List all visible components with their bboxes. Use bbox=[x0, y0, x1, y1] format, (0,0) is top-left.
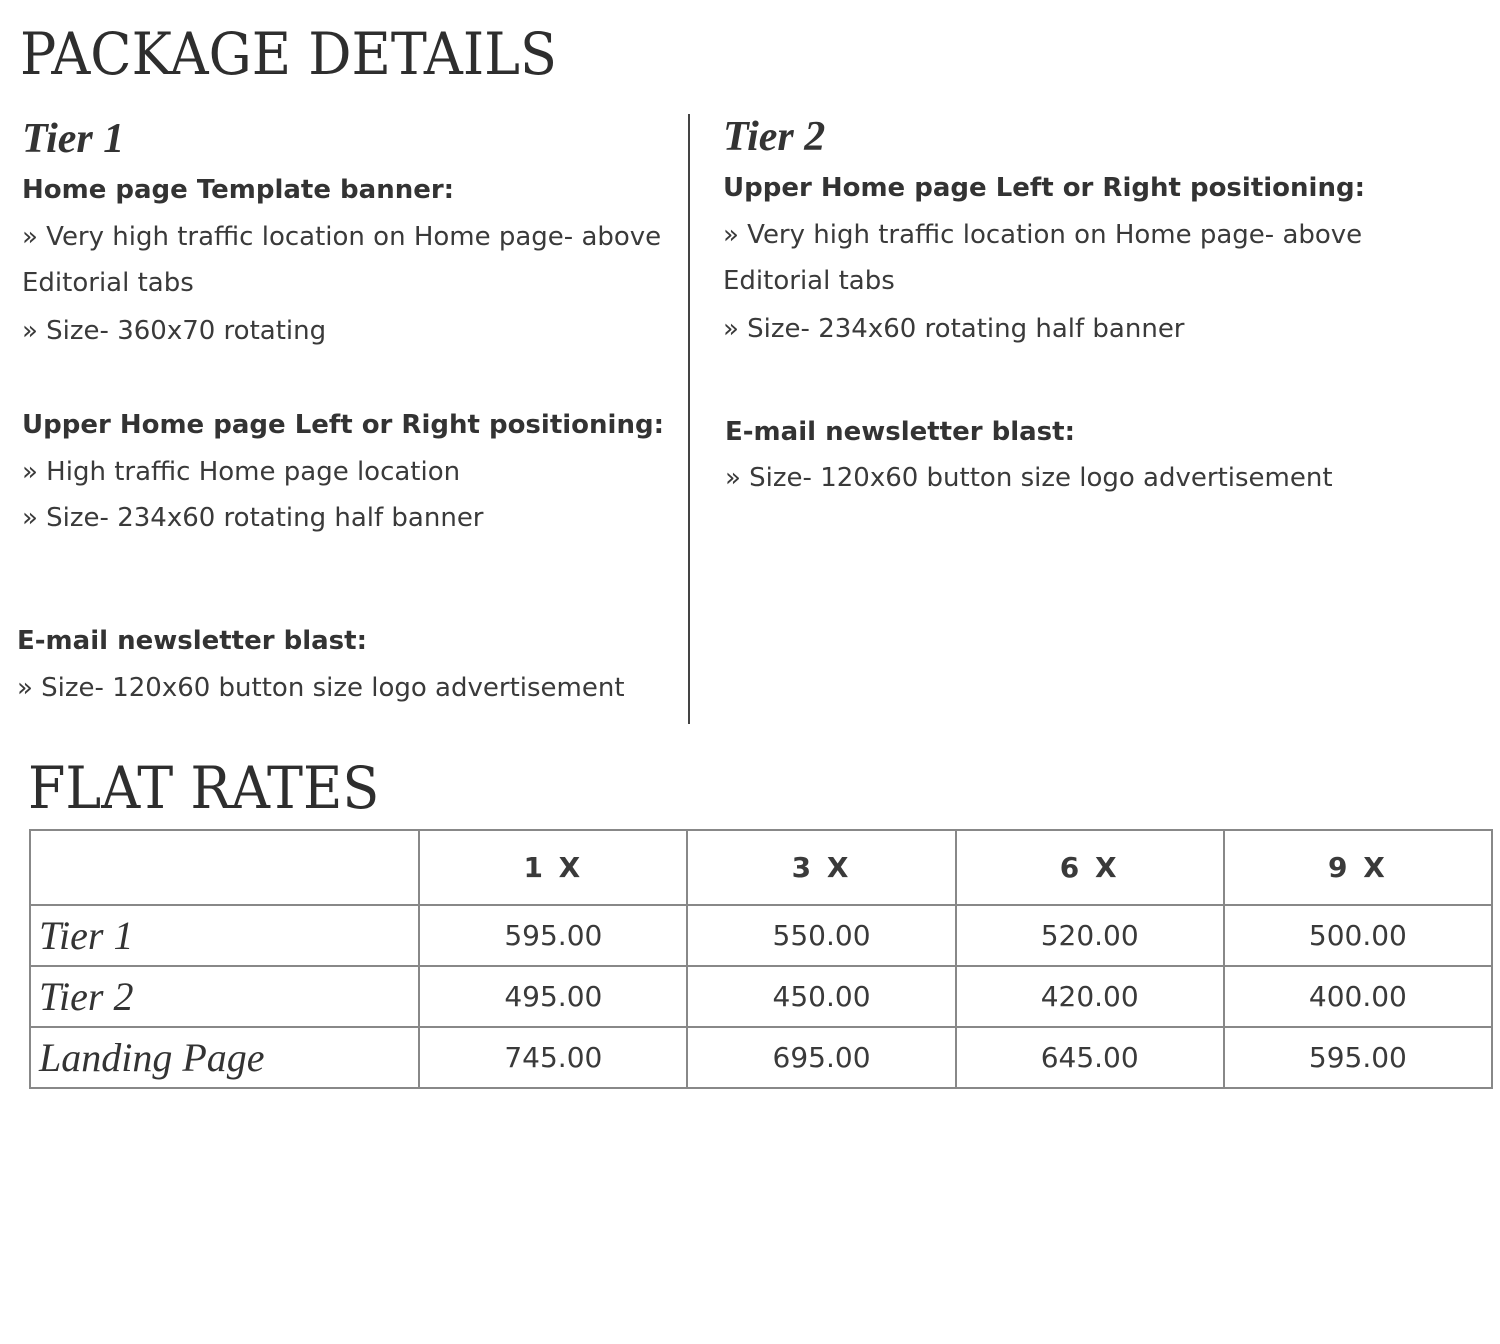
tier1-heading: Tier 1 bbox=[22, 116, 125, 162]
tier2-section-title: Upper Home page Left or Right positioning: bbox=[723, 173, 1365, 203]
rate-cell: 495.00 bbox=[419, 966, 687, 1027]
tier2-detail-line: Editorial tabs bbox=[723, 266, 895, 296]
tier1-detail-line: » Size- 360x70 rotating bbox=[22, 316, 327, 346]
table-row bbox=[30, 966, 1492, 1027]
rate-cell: 520.00 bbox=[956, 905, 1224, 966]
column-divider bbox=[688, 114, 690, 724]
tier1-section-title: Upper Home page Left or Right positioning: bbox=[22, 410, 664, 440]
tier1-section-title: Home page Template banner: bbox=[22, 175, 455, 205]
table-header-row bbox=[30, 830, 1492, 905]
row-label: Tier 2 bbox=[30, 966, 419, 1027]
tier2-section-title: E-mail newsletter blast: bbox=[725, 417, 1075, 447]
column-header bbox=[30, 830, 419, 905]
column-header: 6 X bbox=[956, 830, 1224, 905]
tier1-detail-line: Editorial tabs bbox=[22, 268, 194, 298]
package-details-title: PACKAGE DETAILS bbox=[20, 20, 557, 88]
rate-cell: 695.00 bbox=[687, 1027, 955, 1088]
tier1-detail-line: » High traffic Home page location bbox=[22, 457, 461, 487]
rate-cell: 400.00 bbox=[1224, 966, 1492, 1027]
rate-cell: 745.00 bbox=[419, 1027, 687, 1088]
tier2-detail-line: » Size- 234x60 rotating half banner bbox=[723, 314, 1185, 344]
rate-cell: 595.00 bbox=[1224, 1027, 1492, 1088]
column-header: 3 X bbox=[687, 830, 955, 905]
column-header: 1 X bbox=[419, 830, 687, 905]
rate-cell: 420.00 bbox=[956, 966, 1224, 1027]
flat-rates-title: FLAT RATES bbox=[28, 754, 380, 822]
rate-cell: 550.00 bbox=[687, 905, 955, 966]
tier2-detail-line: » Size- 120x60 button size logo advertisement bbox=[725, 463, 1333, 493]
tier1-detail-line: » Very high traffic location on Home page- above bbox=[22, 222, 662, 252]
row-label: Landing Page bbox=[30, 1027, 419, 1088]
flat-rates-table bbox=[29, 829, 1493, 1089]
tier2-detail-line: » Very high traffic location on Home page- above bbox=[723, 220, 1363, 250]
column-header: 9 X bbox=[1224, 830, 1492, 905]
tier1-detail-line: » Size- 120x60 button size logo advertisement bbox=[17, 673, 625, 703]
tier2-heading: Tier 2 bbox=[723, 114, 826, 160]
rate-cell: 450.00 bbox=[687, 966, 955, 1027]
table-row bbox=[30, 1027, 1492, 1088]
table-row bbox=[30, 905, 1492, 966]
row-label: Tier 1 bbox=[30, 905, 419, 966]
tier1-detail-line: » Size- 234x60 rotating half banner bbox=[22, 503, 484, 533]
tier1-section-title: E-mail newsletter blast: bbox=[17, 626, 367, 656]
rate-cell: 595.00 bbox=[419, 905, 687, 966]
rate-cell: 500.00 bbox=[1224, 905, 1492, 966]
rate-cell: 645.00 bbox=[956, 1027, 1224, 1088]
